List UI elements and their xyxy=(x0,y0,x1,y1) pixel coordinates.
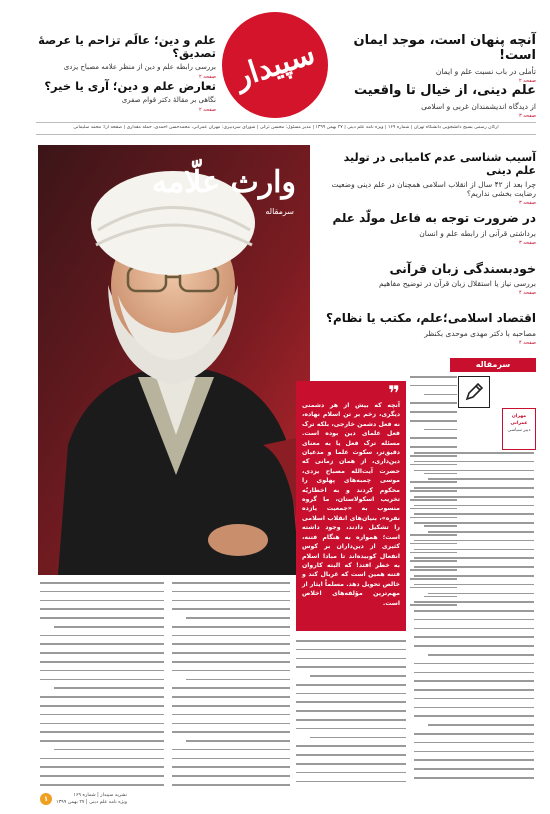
editorial-label xyxy=(450,358,536,372)
headline-subtitle: بررسی نیاز یا استقلال زبان قرآن در توضیح مفاهیم xyxy=(379,279,536,289)
editorial-quote xyxy=(296,381,406,631)
editorial-body-col-4 xyxy=(40,582,164,800)
footer-page-badge xyxy=(40,793,52,805)
pen-icon xyxy=(458,376,490,408)
page-ref: صفحه ۲ xyxy=(519,77,536,84)
editorial-body-col-3 xyxy=(172,582,290,800)
headline-subtitle: بررسی رابطه علم و دین از منظر علامه مصباح یزدی xyxy=(63,63,216,72)
footer-issue-line: نشریه سپیدار | شماره ۱۶۹ xyxy=(73,793,128,798)
editorial-body-right xyxy=(414,452,534,802)
editorial-label-text: سرمقاله xyxy=(475,360,511,369)
quote-mark: ❞ xyxy=(388,381,400,405)
top-right-headline-2[interactable] xyxy=(336,84,536,119)
text-lines xyxy=(414,452,534,779)
headline-title: آسیب شناسی عدم کامیابی در تولید علم دینی xyxy=(343,151,536,177)
headline-subtitle: تأملی در باب نسبت علم و ایمان xyxy=(435,66,536,76)
author-role: دبیر سیاسی xyxy=(507,428,531,433)
page-ref: صفحه ۲ xyxy=(199,106,216,113)
feature-kicker: سرمقاله xyxy=(265,207,294,216)
page-ref: صفحه ۴ xyxy=(519,339,536,346)
headline-title: آنچه پنهان است، موجد ایمان است! xyxy=(353,33,536,63)
feature-photo xyxy=(38,145,310,575)
text-lines xyxy=(296,640,406,782)
logo-text: سپیدار xyxy=(230,35,320,95)
headline-title: خودبسندگی زبان قرآنی xyxy=(389,261,536,276)
quote-text: آنچه که بیش از هر دشمنی دیگری، زخم بر تن اسلام نهاده، نه فعل دشمن خارجی، بلکه ترک فعل علمای دین بوده است. مسئله ترک فعل یا به معنای دقیق‌تر، سکوت علما و مدعیان دین‌داری، از همان زمانی که حضرت آیت‌الله مصباح یزدی، موسی چمبه‌های پهلوی را محکوم کردند و به اخطاریّه تخریب اسکولاستان، ما گروه منسوب به «جمعیت یازده نفره»، بنیان‌های انقلاب اسلامی را تشکیل دادند، وجود داشته است؛ همواره به هنگام فتنه، کثیری از دین‌داران بر کوس انفعال کوبیده‌اند تا مبادا اسلام به خطر افتد! که البته کاروان فتنه همین است که غربال کند و خالص تحویل دهد. مسلماً ایثار از مهم‌ترین مؤلفه‌های اخلاص است. xyxy=(302,402,400,607)
headline-subtitle: نگاهی بر مقالهٔ دکتر قوام صفری xyxy=(121,96,216,105)
top-right-headline-1[interactable] xyxy=(336,34,536,84)
page-ref: صفحه ۳ xyxy=(519,112,536,119)
right-column-item-1[interactable] xyxy=(326,152,536,206)
page-ref: صفحه ۲ xyxy=(199,73,216,80)
page-number: ۱ xyxy=(43,795,49,803)
headline-title: علم دینی، از خیال تا واقعیت xyxy=(354,83,536,98)
footer-issue xyxy=(56,792,127,806)
top-left-headline-2[interactable] xyxy=(36,80,216,113)
page-ref: صفحه ۳ xyxy=(519,239,536,246)
headline-title: تعارض علم و دین؛ آری یا خیر؟ xyxy=(44,79,216,93)
page-ref: صفحه ۳ xyxy=(519,200,536,207)
right-column-item-2[interactable] xyxy=(326,212,536,246)
feature-title: وارث علّامه xyxy=(152,165,296,200)
masthead-logo xyxy=(222,12,328,118)
imprint-rule-bottom xyxy=(36,134,536,135)
text-lines xyxy=(40,582,164,786)
page-ref: صفحه ۴ xyxy=(519,290,536,297)
headline-subtitle: مصاحبه با دکتر مهدی موحدی بکنظر xyxy=(424,328,536,338)
pen-glyph xyxy=(463,381,485,403)
imprint-rule-top xyxy=(36,122,536,123)
right-column-item-3[interactable] xyxy=(326,262,536,296)
author-box xyxy=(502,408,536,450)
text-lines xyxy=(172,582,290,786)
headline-subtitle: برداشتی قرآنی از رابطه علم و انسان xyxy=(419,228,536,238)
editorial-body-middle xyxy=(296,640,406,800)
headline-title: علم و دین؛ عالَم تزاحم یا عرصهٔ تصدیق؟ xyxy=(38,33,216,61)
headline-title: در ضرورت توجه به فاعل مولّد علم xyxy=(332,211,536,225)
headline-subtitle: از دیدگاه اندیشمندان غربی و اسلامی xyxy=(421,101,536,111)
author-name: مهران عمرانی xyxy=(510,414,528,426)
imprint-line: ارگان رسمی بسیج دانشجویی دانشگاه تهران | شماره ۱۶۹ | ویژه نامه علم دینی | ۲۷ بهمن ۱۳۹۹ | مدیر مسئول: محسن ترکی | شورای سردبیری: مهران عمرانی، محمدحسن احمدی، حمله مقداری | صفحه آرا: محمد سلیمانی xyxy=(73,125,499,130)
headline-subtitle: چرا بعد از ۴۲ سال از انقلاب اسلامی همچنان در علم دینی وضعیت رضایت بخشی نداریم؟ xyxy=(331,180,536,199)
top-left-headline-1[interactable] xyxy=(36,34,216,80)
right-column-item-4[interactable] xyxy=(326,312,536,346)
footer-date-line: ویژه نامه علم دینی | ۲۷ بهمن ۱۳۹۹ xyxy=(56,800,128,805)
headline-title: اقتصاد اسلامی؛علم، مکتب یا نظام؟ xyxy=(325,311,536,325)
